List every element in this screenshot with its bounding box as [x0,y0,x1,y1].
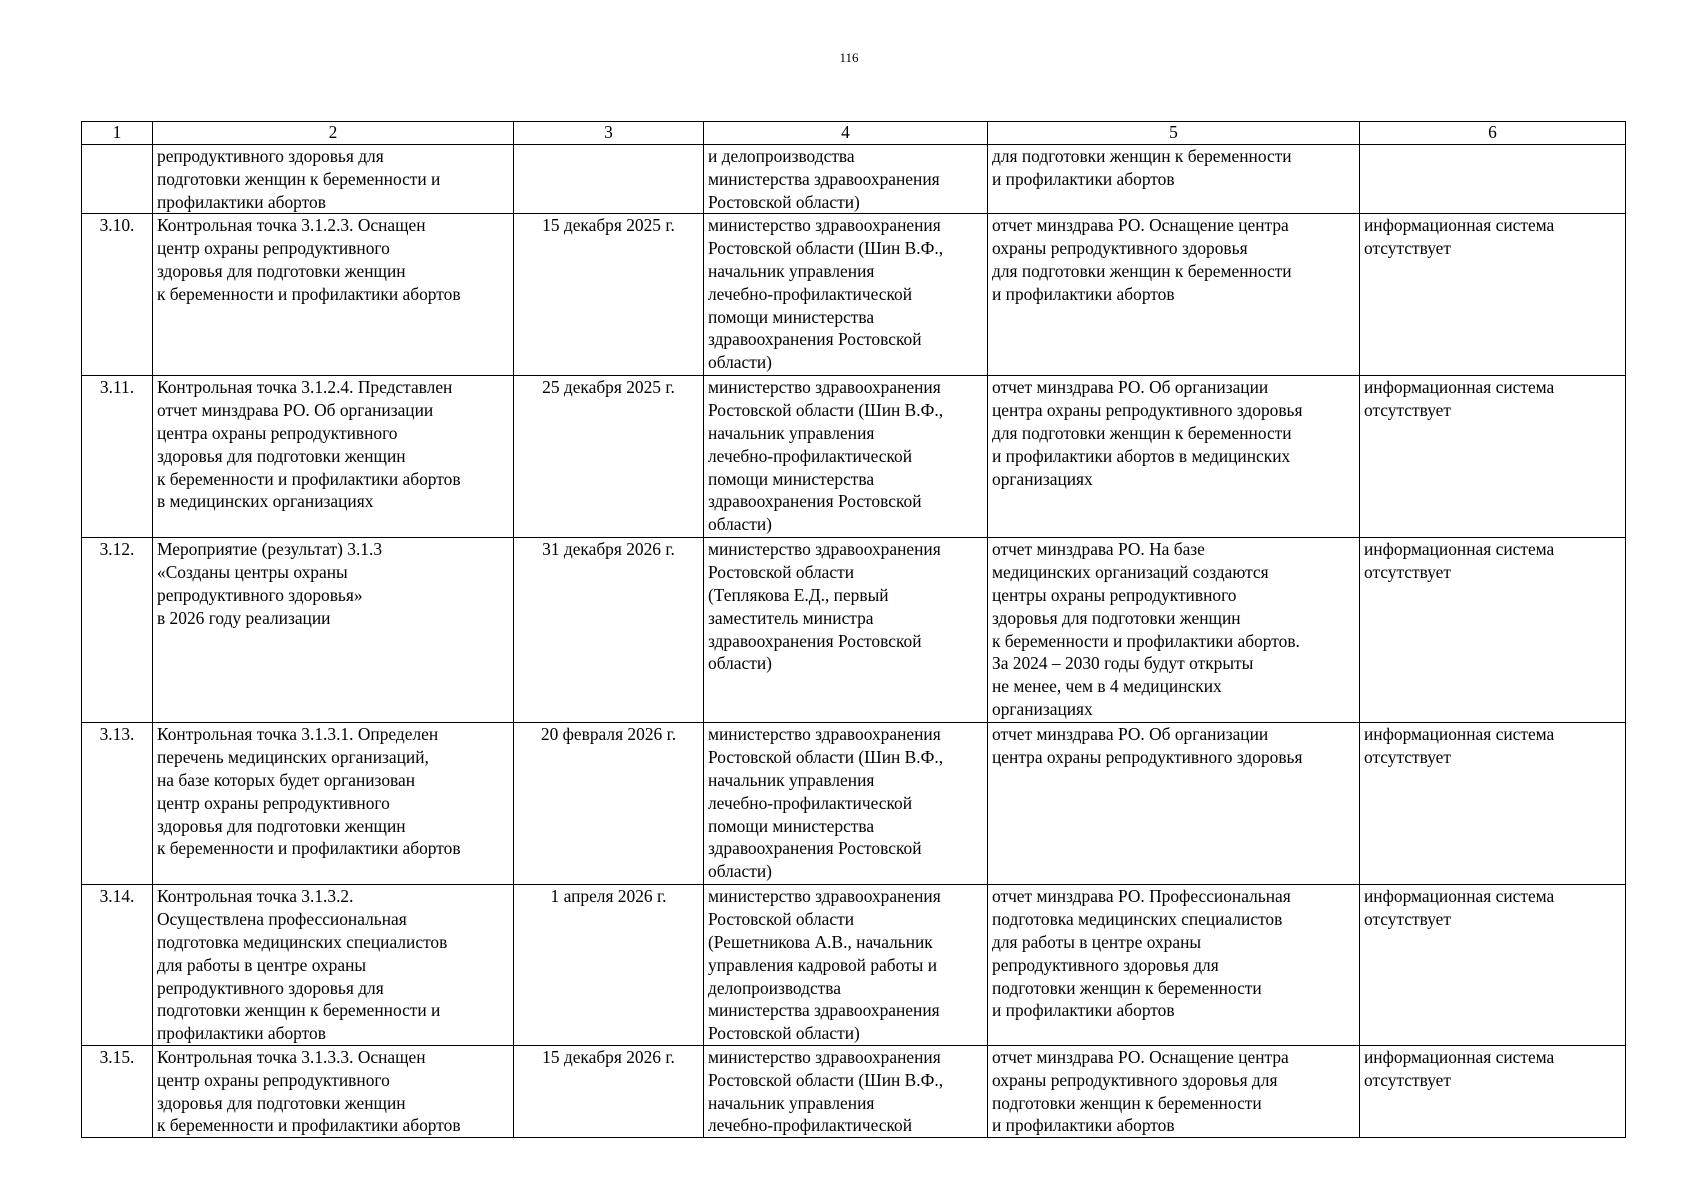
deadline-cell: 1 апреля 2026 г. [514,885,704,1046]
responsible-cell [704,723,988,885]
document-line: центра охраны репродуктивного здоровья [992,400,1303,421]
row-number-cell: 3.12. [82,538,153,723]
deadline-cell: 15 декабря 2026 г. [514,1045,704,1137]
document-line: отчет минздрава РО. Об организации [992,377,1269,398]
event-line: к беременности и профилактики абортов [157,283,461,304]
event-line: здоровья для подготовки женщин [157,815,406,836]
row-number-cell [82,145,153,214]
event-line: центр охраны репродуктивного [157,792,390,813]
responsible-line: и делопроизводства [708,146,855,166]
event-line: перечень медицинских организаций, [157,747,429,768]
column-number-3: 3 [514,122,704,145]
document-line: организациях [992,468,1093,489]
responsible-line: (Теплякова Е.Д., первый [708,584,889,605]
document-line: для подготовки женщин к беременности [992,422,1292,443]
responsible-line: помощи министерства [708,306,875,327]
responsible-line: Ростовской области (Шин В.Ф., [708,400,944,421]
event-line: «Созданы центры охраны [157,562,348,583]
document-line: к беременности и профилактики абортов. [992,630,1300,651]
deadline-cell [514,145,704,214]
event-line: в медицинских организациях [157,491,374,512]
responsible-cell [704,145,988,214]
event-line: центр охраны репродуктивного [157,1069,390,1090]
row-number-cell: 3.13. [82,723,153,885]
responsible-line: министерства здравоохранения [708,1000,940,1021]
event-cell [153,1045,514,1137]
row-number-cell: 3.11. [82,376,153,538]
responsible-line: начальник управления [708,1092,875,1113]
responsible-line: области) [708,514,772,535]
document-cell [988,214,1360,376]
responsible-line: делопроизводства [708,977,841,998]
event-line: Контрольная точка 3.1.2.3. Оснащен [157,215,426,236]
responsible-line: помощи министерства [708,468,875,489]
event-line: подготовки женщин к беременности и [157,1000,441,1021]
document-cell [988,376,1360,538]
page-number: 116 [839,50,859,65]
info-system-line: отсутствует [1364,400,1451,421]
document-line: и профилактики абортов [992,1115,1175,1136]
document-line: За 2024 – 2030 годы будут открыты [992,653,1254,674]
document-line: отчет минздрава РО. Профессиональная [992,886,1291,907]
event-cell [153,145,514,214]
event-line: репродуктивного здоровья» [157,584,363,605]
document-line: подготовки женщин к беременности [992,1092,1262,1113]
document-line: здоровья для подготовки женщин [992,607,1241,628]
responsible-cell [704,214,988,376]
plan-table [81,121,1626,1138]
info-system-line: информационная система [1364,377,1555,398]
responsible-cell [704,538,988,723]
event-line: Контрольная точка 3.1.3.2. [157,886,354,907]
row-number-cell: 3.14. [82,885,153,1046]
event-line: на базе которых будет организован [157,769,416,790]
responsible-line: Ростовской области [708,909,855,930]
column-number-4: 4 [704,122,988,145]
deadline-cell: 15 декабря 2025 г. [514,214,704,376]
responsible-line: лечебно-профилактической [708,283,913,304]
document-line: подготовки женщин к беременности [992,977,1262,998]
responsible-line: (Решетникова А.В., начальник [708,931,933,952]
info-system-cell [1360,723,1626,885]
document-line: и профилактики абортов в медицинских [992,445,1291,466]
document-line: и профилактики абортов [992,168,1175,189]
table-row [82,145,1626,214]
responsible-line: начальник управления [708,422,875,443]
responsible-line: лечебно-профилактической [708,792,913,813]
info-system-cell [1360,214,1626,376]
event-line: здоровья для подготовки женщин [157,1092,406,1113]
document-cell [988,885,1360,1046]
document-line: не менее, чем в 4 медицинских [992,676,1222,697]
event-line: подготовка медицинских специалистов [157,931,448,952]
responsible-line: здравоохранения Ростовской [708,838,922,859]
responsible-line: министерство здравоохранения [708,1046,941,1067]
document-cell [988,538,1360,723]
event-line: Контрольная точка 3.1.2.4. Представлен [157,377,453,398]
document-cell [988,145,1360,214]
event-line: в 2026 году реализации [157,607,331,628]
event-line: репродуктивного здоровья для [157,977,384,998]
document-line: охраны репродуктивного здоровья для [992,1069,1278,1090]
event-line: к беременности и профилактики абортов [157,468,461,489]
document-line: для работы в центре охраны [992,931,1202,952]
responsible-line: министерство здравоохранения [708,215,941,236]
responsible-line: начальник управления [708,769,875,790]
info-system-line: информационная система [1364,539,1555,560]
document-line: для подготовки женщин к беременности [992,260,1292,281]
table-row [82,1045,1626,1137]
responsible-line: здравоохранения Ростовской [708,630,922,651]
info-system-line: отсутствует [1364,1069,1451,1090]
event-line: репродуктивного здоровья для [157,146,384,166]
event-line: Контрольная точка 3.1.3.3. Оснащен [157,1046,426,1067]
document-line: отчет минздрава РО. Об организации [992,724,1269,745]
responsible-cell [704,376,988,538]
column-number-6: 6 [1360,122,1626,145]
responsible-line: министерство здравоохранения [708,377,941,398]
document-line: медицинских организаций создаются [992,562,1269,583]
event-line: отчет минздрава РО. Об организации [157,400,434,421]
document-line: охраны репродуктивного здоровья [992,238,1248,259]
document-line: репродуктивного здоровья для [992,954,1219,975]
responsible-line: области) [708,352,772,373]
responsible-line: министерство здравоохранения [708,886,941,907]
info-system-cell [1360,376,1626,538]
event-line: здоровья для подготовки женщин [157,445,406,466]
responsible-line: управления кадровой работы и [708,954,938,975]
info-system-line: информационная система [1364,886,1555,907]
event-line: здоровья для подготовки женщин [157,260,406,281]
event-cell [153,885,514,1046]
document-line: отчет минздрава РО. Оснащение центра [992,1046,1289,1067]
event-cell [153,376,514,538]
info-system-line: информационная система [1364,724,1555,745]
table-row [82,885,1626,1046]
document-line: центра охраны репродуктивного здоровья [992,747,1303,768]
event-line: профилактики абортов [157,191,326,212]
event-cell [153,214,514,376]
responsible-line: Ростовской области) [708,191,860,212]
document-line: для подготовки женщин к беременности [992,146,1292,166]
responsible-line: Ростовской области (Шин В.Ф., [708,238,944,259]
event-line: Мероприятие (результат) 3.1.3 [157,539,383,560]
event-cell [153,538,514,723]
info-system-cell [1360,1045,1626,1137]
column-number-5: 5 [988,122,1360,145]
deadline-cell: 25 декабря 2025 г. [514,376,704,538]
table-body [82,145,1626,1138]
deadline-cell: 20 февраля 2026 г. [514,723,704,885]
table-row [82,723,1626,885]
responsible-line: помощи министерства [708,815,875,836]
info-system-line: информационная система [1364,215,1555,236]
document-line: центры охраны репродуктивного [992,584,1237,605]
info-system-line: отсутствует [1364,562,1451,583]
deadline-cell: 31 декабря 2026 г. [514,538,704,723]
table-row [82,214,1626,376]
document-line: отчет минздрава РО. Оснащение центра [992,215,1289,236]
event-line: подготовки женщин к беременности и [157,168,441,189]
row-number-cell: 3.10. [82,214,153,376]
responsible-line: лечебно-профилактической [708,445,913,466]
responsible-line: начальник управления [708,260,875,281]
event-line: центр охраны репродуктивного [157,238,390,259]
event-line: для работы в центре охраны [157,954,367,975]
responsible-line: области) [708,861,772,882]
document-line: подготовка медицинских специалистов [992,909,1283,930]
responsible-line: области) [708,653,772,674]
event-line: Осуществлена профессиональная [157,909,407,930]
column-number-1: 1 [82,122,153,145]
document-cell [988,723,1360,885]
table-row [82,538,1626,723]
info-system-line: информационная система [1364,1046,1555,1067]
info-system-cell [1360,538,1626,723]
responsible-line: заместитель министра [708,607,874,628]
document-cell [988,1045,1360,1137]
event-line: Контрольная точка 3.1.3.1. Определен [157,724,439,745]
column-number-2: 2 [153,122,514,145]
responsible-line: лечебно-профилактической [708,1115,913,1136]
responsible-line: министерство здравоохранения [708,724,941,745]
info-system-line: отсутствует [1364,909,1451,930]
document-line: отчет минздрава РО. На базе [992,539,1205,560]
responsible-line: здравоохранения Ростовской [708,329,922,350]
info-system-cell [1360,145,1626,214]
event-line: профилактики абортов [157,1023,326,1044]
event-line: центра охраны репродуктивного [157,422,398,443]
info-system-cell [1360,885,1626,1046]
responsible-line: министерства здравоохранения [708,168,940,189]
responsible-line: Ростовской области (Шин В.Ф., [708,1069,944,1090]
document-line: организациях [992,698,1093,719]
table-row [82,376,1626,538]
responsible-line: министерство здравоохранения [708,539,941,560]
row-number-cell: 3.15. [82,1045,153,1137]
info-system-line: отсутствует [1364,747,1451,768]
event-line: к беременности и профилактики абортов [157,838,461,859]
event-cell [153,723,514,885]
responsible-line: Ростовской области) [708,1023,860,1044]
responsible-cell [704,1045,988,1137]
responsible-line: Ростовской области [708,562,855,583]
document-line: и профилактики абортов [992,283,1175,304]
info-system-line: отсутствует [1364,238,1451,259]
responsible-cell [704,885,988,1046]
responsible-line: здравоохранения Ростовской [708,491,922,512]
document-line: и профилактики абортов [992,1000,1175,1021]
event-line: к беременности и профилактики абортов [157,1115,461,1136]
column-number-row [82,122,1626,145]
responsible-line: Ростовской области (Шин В.Ф., [708,747,944,768]
